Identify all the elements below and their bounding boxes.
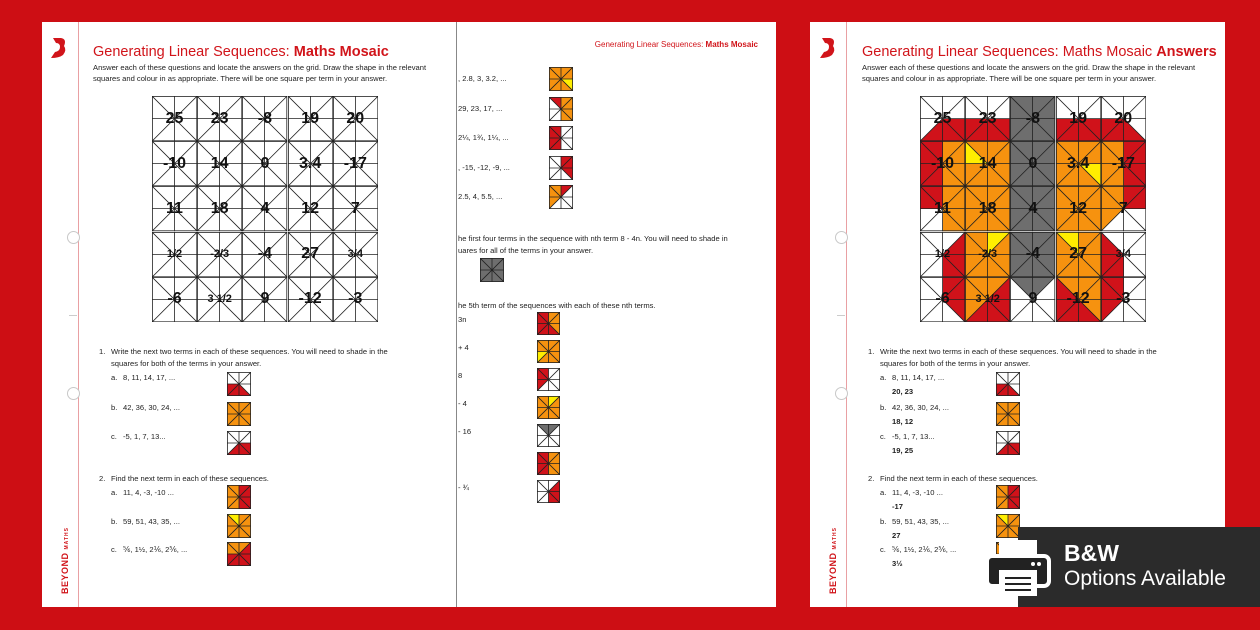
grid-cell-value: -6	[167, 290, 182, 308]
answer-text: 19, 25	[892, 446, 914, 455]
grid-cell-value: 19	[301, 109, 319, 127]
grid-cell[interactable]	[920, 141, 965, 186]
binder-hole	[67, 387, 80, 400]
brand-name: BEYOND	[828, 552, 838, 594]
sequence-text: -5, 1, 7, 13...	[123, 432, 166, 441]
question-text: squares for both of the terms in your answer.	[880, 359, 1031, 368]
grid-cell[interactable]	[1056, 141, 1101, 186]
grid-cell-value: 9	[1028, 290, 1038, 308]
instructions: Answer each of these questions and locate the answers on the grid. Draw the shape in the relevant squares and colour in as appropriate. There will be one square per term in your answer.	[862, 63, 1196, 83]
question-text: Find the next term in each of these sequences.	[880, 474, 1038, 483]
grid-cell-value: 4	[260, 199, 270, 217]
question-text: he 5th term of the sequences with each of these nth terms.	[458, 301, 656, 310]
margin-line	[78, 22, 79, 607]
grid-cell-value: -10	[930, 154, 955, 172]
answer-text: 3½	[892, 559, 903, 568]
grid-cell-value: -4	[1025, 245, 1040, 263]
answer-tile[interactable]	[227, 431, 251, 455]
grid-cell-value: 7	[350, 199, 360, 217]
mosaic-grid	[152, 96, 378, 322]
grid-cell[interactable]	[1010, 186, 1055, 231]
grid-cell-value: -12	[1066, 290, 1090, 308]
beyond-logo	[49, 38, 67, 58]
grid-cell[interactable]	[1101, 277, 1146, 322]
grid-cell-value: -8	[257, 109, 272, 127]
answer-tile[interactable]	[537, 452, 560, 475]
title-bold: Maths Mosaic	[293, 44, 389, 60]
sequence-text: 11, 4, -3, -10 ...	[123, 488, 174, 497]
grid-cell[interactable]	[920, 232, 965, 277]
sequence-text: 3n	[458, 315, 467, 324]
grid-cell[interactable]	[152, 96, 197, 141]
item-label: b.	[880, 403, 887, 412]
sequence-text: 11, 4, -3, -10 ...	[892, 488, 943, 497]
brand-small: MATHS	[64, 527, 70, 550]
grid-cell[interactable]	[152, 277, 197, 322]
sequence-text: 2.5, 4, 5.5, ...	[458, 192, 503, 201]
grid-cell[interactable]	[242, 232, 287, 277]
answer-tile[interactable]	[227, 372, 251, 396]
grid-cell[interactable]	[1056, 186, 1101, 231]
grid-cell-value: 3 1/2	[975, 293, 1000, 306]
sequence-text: 8	[458, 371, 463, 380]
header-text: Generating Linear Sequences:	[594, 40, 706, 49]
grid-cell-value: -4	[257, 245, 272, 263]
answer-tile[interactable]	[996, 372, 1020, 396]
item-label: c.	[111, 432, 117, 441]
answers-title	[862, 44, 1217, 60]
title-text: Generating Linear Sequences: Maths Mosaic	[862, 44, 1157, 60]
grid-cell[interactable]	[288, 96, 333, 141]
answer-tile[interactable]	[549, 67, 573, 91]
grid-cell[interactable]	[333, 96, 378, 141]
grid-cell[interactable]	[920, 277, 965, 322]
grid-cell[interactable]	[288, 232, 333, 277]
sequence-text: , -15, -12, -9, ...	[458, 163, 510, 172]
question-text: Write the next two terms in each of these sequences. You will need to shade in the	[111, 347, 388, 356]
grid-cell[interactable]	[965, 232, 1010, 277]
sequence-text: 59, 51, 43, 35, ...	[123, 517, 180, 526]
answer-tile[interactable]	[549, 97, 573, 121]
answer-tile[interactable]	[227, 514, 251, 538]
grid-cell-value: 3/4	[1115, 248, 1131, 261]
sequence-text: 2¼, 1¾, 1¼, ...	[458, 133, 509, 142]
grid-cell-value: 20	[346, 109, 365, 127]
answer-tile[interactable]	[549, 185, 573, 209]
grid-cell[interactable]	[333, 277, 378, 322]
sequence-text: 42, 36, 30, 24, ...	[123, 403, 180, 412]
item-label: b.	[880, 517, 887, 526]
sequence-text: ⅚, 1½, 2⅙, 2⅚, ...	[892, 545, 957, 554]
grid-cell[interactable]	[288, 141, 333, 186]
grid-cell[interactable]	[197, 232, 242, 277]
grid-cell-value: -6	[935, 290, 950, 308]
grid-cell-value: 3 1/2	[207, 293, 232, 306]
grid-cell-value: 25	[933, 109, 952, 127]
grid-cell[interactable]	[1056, 96, 1101, 141]
sequence-text: , 2.8, 3, 3.2, ...	[458, 74, 507, 83]
banner-title: B&W	[1064, 540, 1119, 566]
grid-cell[interactable]	[333, 141, 378, 186]
sequence-text: 8, 11, 14, 17, ...	[123, 373, 176, 382]
grid-cell[interactable]	[1101, 96, 1146, 141]
grid-cell-value: 25	[165, 109, 184, 127]
grid-cell[interactable]	[965, 141, 1010, 186]
grid-cell-value: 18	[978, 199, 997, 217]
grid-cell[interactable]	[333, 232, 378, 277]
grid-cell-value: 23	[210, 109, 229, 127]
grid-cell[interactable]	[1056, 232, 1101, 277]
item-label: a.	[111, 373, 118, 382]
grid-cell[interactable]	[197, 186, 242, 231]
spread-spine	[456, 22, 457, 607]
item-label: b.	[111, 517, 118, 526]
answer-tile[interactable]	[227, 402, 251, 426]
grid-cell[interactable]	[965, 186, 1010, 231]
answer-tile[interactable]	[537, 424, 560, 447]
item-label: a.	[111, 488, 118, 497]
grid-cell-value: -17	[1111, 154, 1135, 172]
sequence-text: 59, 51, 43, 35, ...	[892, 517, 949, 526]
question-number: 2.	[99, 474, 106, 483]
grid-cell[interactable]	[1101, 186, 1146, 231]
question-number: 1.	[99, 347, 106, 356]
grid-cell[interactable]	[197, 277, 242, 322]
grid-cell-value: -10	[162, 154, 187, 172]
fold-mark	[69, 315, 77, 316]
grid-cell-value: 18	[210, 199, 229, 217]
grid-cell-value: 14	[210, 154, 229, 172]
grid-cell-value: 1/2	[934, 248, 951, 261]
grid-cell-value: 11	[166, 199, 183, 217]
grid-cell[interactable]	[242, 277, 287, 322]
grid-cell-value: -2/3	[210, 248, 230, 261]
item-label: c.	[111, 545, 117, 554]
grid-cell-value: -8	[1025, 109, 1040, 127]
question-text: uares for all of the terms in your answer.	[458, 246, 594, 255]
answer-text: -17	[892, 502, 903, 511]
answer-text: 18, 12	[892, 417, 914, 426]
grid-cell-value: 12	[301, 199, 319, 217]
grid-cell-value: 14	[978, 154, 997, 172]
answer-tile[interactable]	[549, 126, 573, 150]
answer-tile[interactable]	[537, 340, 560, 363]
sequence-text: + 4	[458, 343, 469, 352]
answer-mosaic-grid	[920, 96, 1146, 322]
fold-mark	[837, 315, 845, 316]
sequence-text: - 16	[458, 427, 472, 436]
answer-tile[interactable]	[996, 402, 1020, 426]
instructions: Answer each of these questions and locate the answers on the grid. Draw the shape in the relevant squares and colour in as appropriate. There will be one square per term in your answer.	[93, 63, 427, 83]
answer-text: 20, 23	[892, 387, 914, 396]
grid-cell[interactable]	[1010, 96, 1055, 141]
answer-tile[interactable]	[537, 368, 560, 391]
item-label: a.	[880, 373, 887, 382]
binder-hole	[835, 387, 848, 400]
grid-cell[interactable]	[288, 277, 333, 322]
grid-cell-value: 19	[1069, 109, 1087, 127]
grid-cell-value: -3	[348, 290, 363, 308]
grid-cell[interactable]	[1010, 277, 1055, 322]
grid-cell-value: 0	[260, 154, 270, 172]
brand-vertical	[828, 527, 838, 594]
answer-tile[interactable]	[549, 156, 573, 180]
grid-cell[interactable]	[288, 186, 333, 231]
sequence-text: 8, 11, 14, 17, ...	[892, 373, 945, 382]
grid-cell-value: 3.4	[1066, 154, 1090, 172]
question-number: 2.	[868, 474, 875, 483]
title-text: Generating Linear Sequences:	[93, 44, 294, 60]
grid-cell[interactable]	[965, 96, 1010, 141]
item-label: c.	[880, 432, 886, 441]
grid-cell-value: -17	[343, 154, 367, 172]
grid-cell-value: 23	[978, 109, 997, 127]
page-title	[93, 44, 389, 60]
grid-cell-value: 3/4	[347, 248, 363, 261]
grid-cell[interactable]	[965, 277, 1010, 322]
question-text: he first four terms in the sequence with nth term 8 - 4n. You will need to shade in	[458, 234, 728, 243]
answer-tile[interactable]	[996, 431, 1020, 455]
grid-cell-value: 27	[301, 245, 319, 263]
grid-cell-value: -3	[1116, 290, 1131, 308]
binder-hole	[835, 231, 848, 244]
answer-tile[interactable]	[537, 396, 560, 419]
printer-icon	[985, 536, 1051, 598]
grid-cell[interactable]	[242, 186, 287, 231]
grid-cell[interactable]	[152, 232, 197, 277]
brand-small: MATHS	[832, 527, 838, 550]
answer-tile[interactable]	[996, 485, 1020, 509]
grid-cell[interactable]	[152, 141, 197, 186]
item-label: a.	[880, 488, 887, 497]
question-text: Write the next two terms in each of these sequences. You will need to shade in the	[880, 347, 1157, 356]
grid-cell[interactable]	[1101, 232, 1146, 277]
item-label: b.	[111, 403, 118, 412]
question-text: Find the next term in each of these sequences.	[111, 474, 269, 483]
grid-cell-value: 4	[1028, 199, 1038, 217]
answer-text: 27	[892, 531, 901, 540]
beyond-logo	[818, 38, 836, 58]
grid-cell[interactable]	[333, 186, 378, 231]
sequence-text: -5, 1, 7, 13...	[892, 432, 935, 441]
grid-cell[interactable]	[197, 96, 242, 141]
sequence-text: - ¾	[458, 483, 469, 492]
grid-cell-value: 9	[260, 290, 270, 308]
grid-cell-value: -2/3	[978, 248, 998, 261]
grid-cell[interactable]	[1056, 277, 1101, 322]
grid-cell[interactable]	[242, 141, 287, 186]
answer-tile[interactable]	[996, 514, 1020, 538]
brand-vertical	[60, 527, 70, 594]
header-bold: Maths Mosaic	[705, 40, 758, 49]
grid-cell-value: -12	[298, 290, 322, 308]
answer-tile[interactable]	[227, 542, 251, 566]
grid-cell-value: 7	[1118, 199, 1128, 217]
sequence-text: 42, 36, 30, 24, ...	[892, 403, 949, 412]
grid-cell[interactable]	[152, 186, 197, 231]
binder-hole	[67, 231, 80, 244]
page-header	[595, 40, 758, 49]
sequence-text: - 4	[458, 399, 467, 408]
sequence-text: 29, 23, 17, ...	[458, 104, 503, 113]
grid-cell[interactable]	[920, 96, 965, 141]
item-label: c.	[880, 545, 886, 554]
grid-cell-value: 27	[1069, 245, 1087, 263]
grid-cell[interactable]	[1101, 141, 1146, 186]
banner-subtitle: Options Available	[1064, 567, 1226, 590]
grid-cell-value: 3.4	[298, 154, 322, 172]
margin-line	[846, 22, 847, 607]
brand-name: BEYOND	[60, 552, 70, 594]
sequence-text: ⅚, 1½, 2⅙, 2⅚, ...	[123, 545, 188, 554]
question-number: 1.	[868, 347, 875, 356]
grid-cell[interactable]	[920, 186, 965, 231]
grid-cell[interactable]	[197, 141, 242, 186]
grid-cell[interactable]	[1010, 232, 1055, 277]
grid-cell[interactable]	[1010, 141, 1055, 186]
title-bold: Answers	[1156, 44, 1217, 60]
answer-tile[interactable]	[537, 480, 560, 503]
grid-cell-value: 12	[1069, 199, 1087, 217]
grid-cell-value: 1/2	[166, 248, 183, 261]
answer-tile[interactable]	[227, 485, 251, 509]
grid-cell-value: 20	[1114, 109, 1133, 127]
grid-cell-value: 0	[1028, 154, 1038, 172]
answer-tile[interactable]	[537, 312, 560, 335]
grid-cell-value: 11	[934, 199, 951, 217]
question-text: squares for both of the terms in your answer.	[111, 359, 262, 368]
grid-cell[interactable]	[242, 96, 287, 141]
answer-tile[interactable]	[480, 258, 504, 282]
